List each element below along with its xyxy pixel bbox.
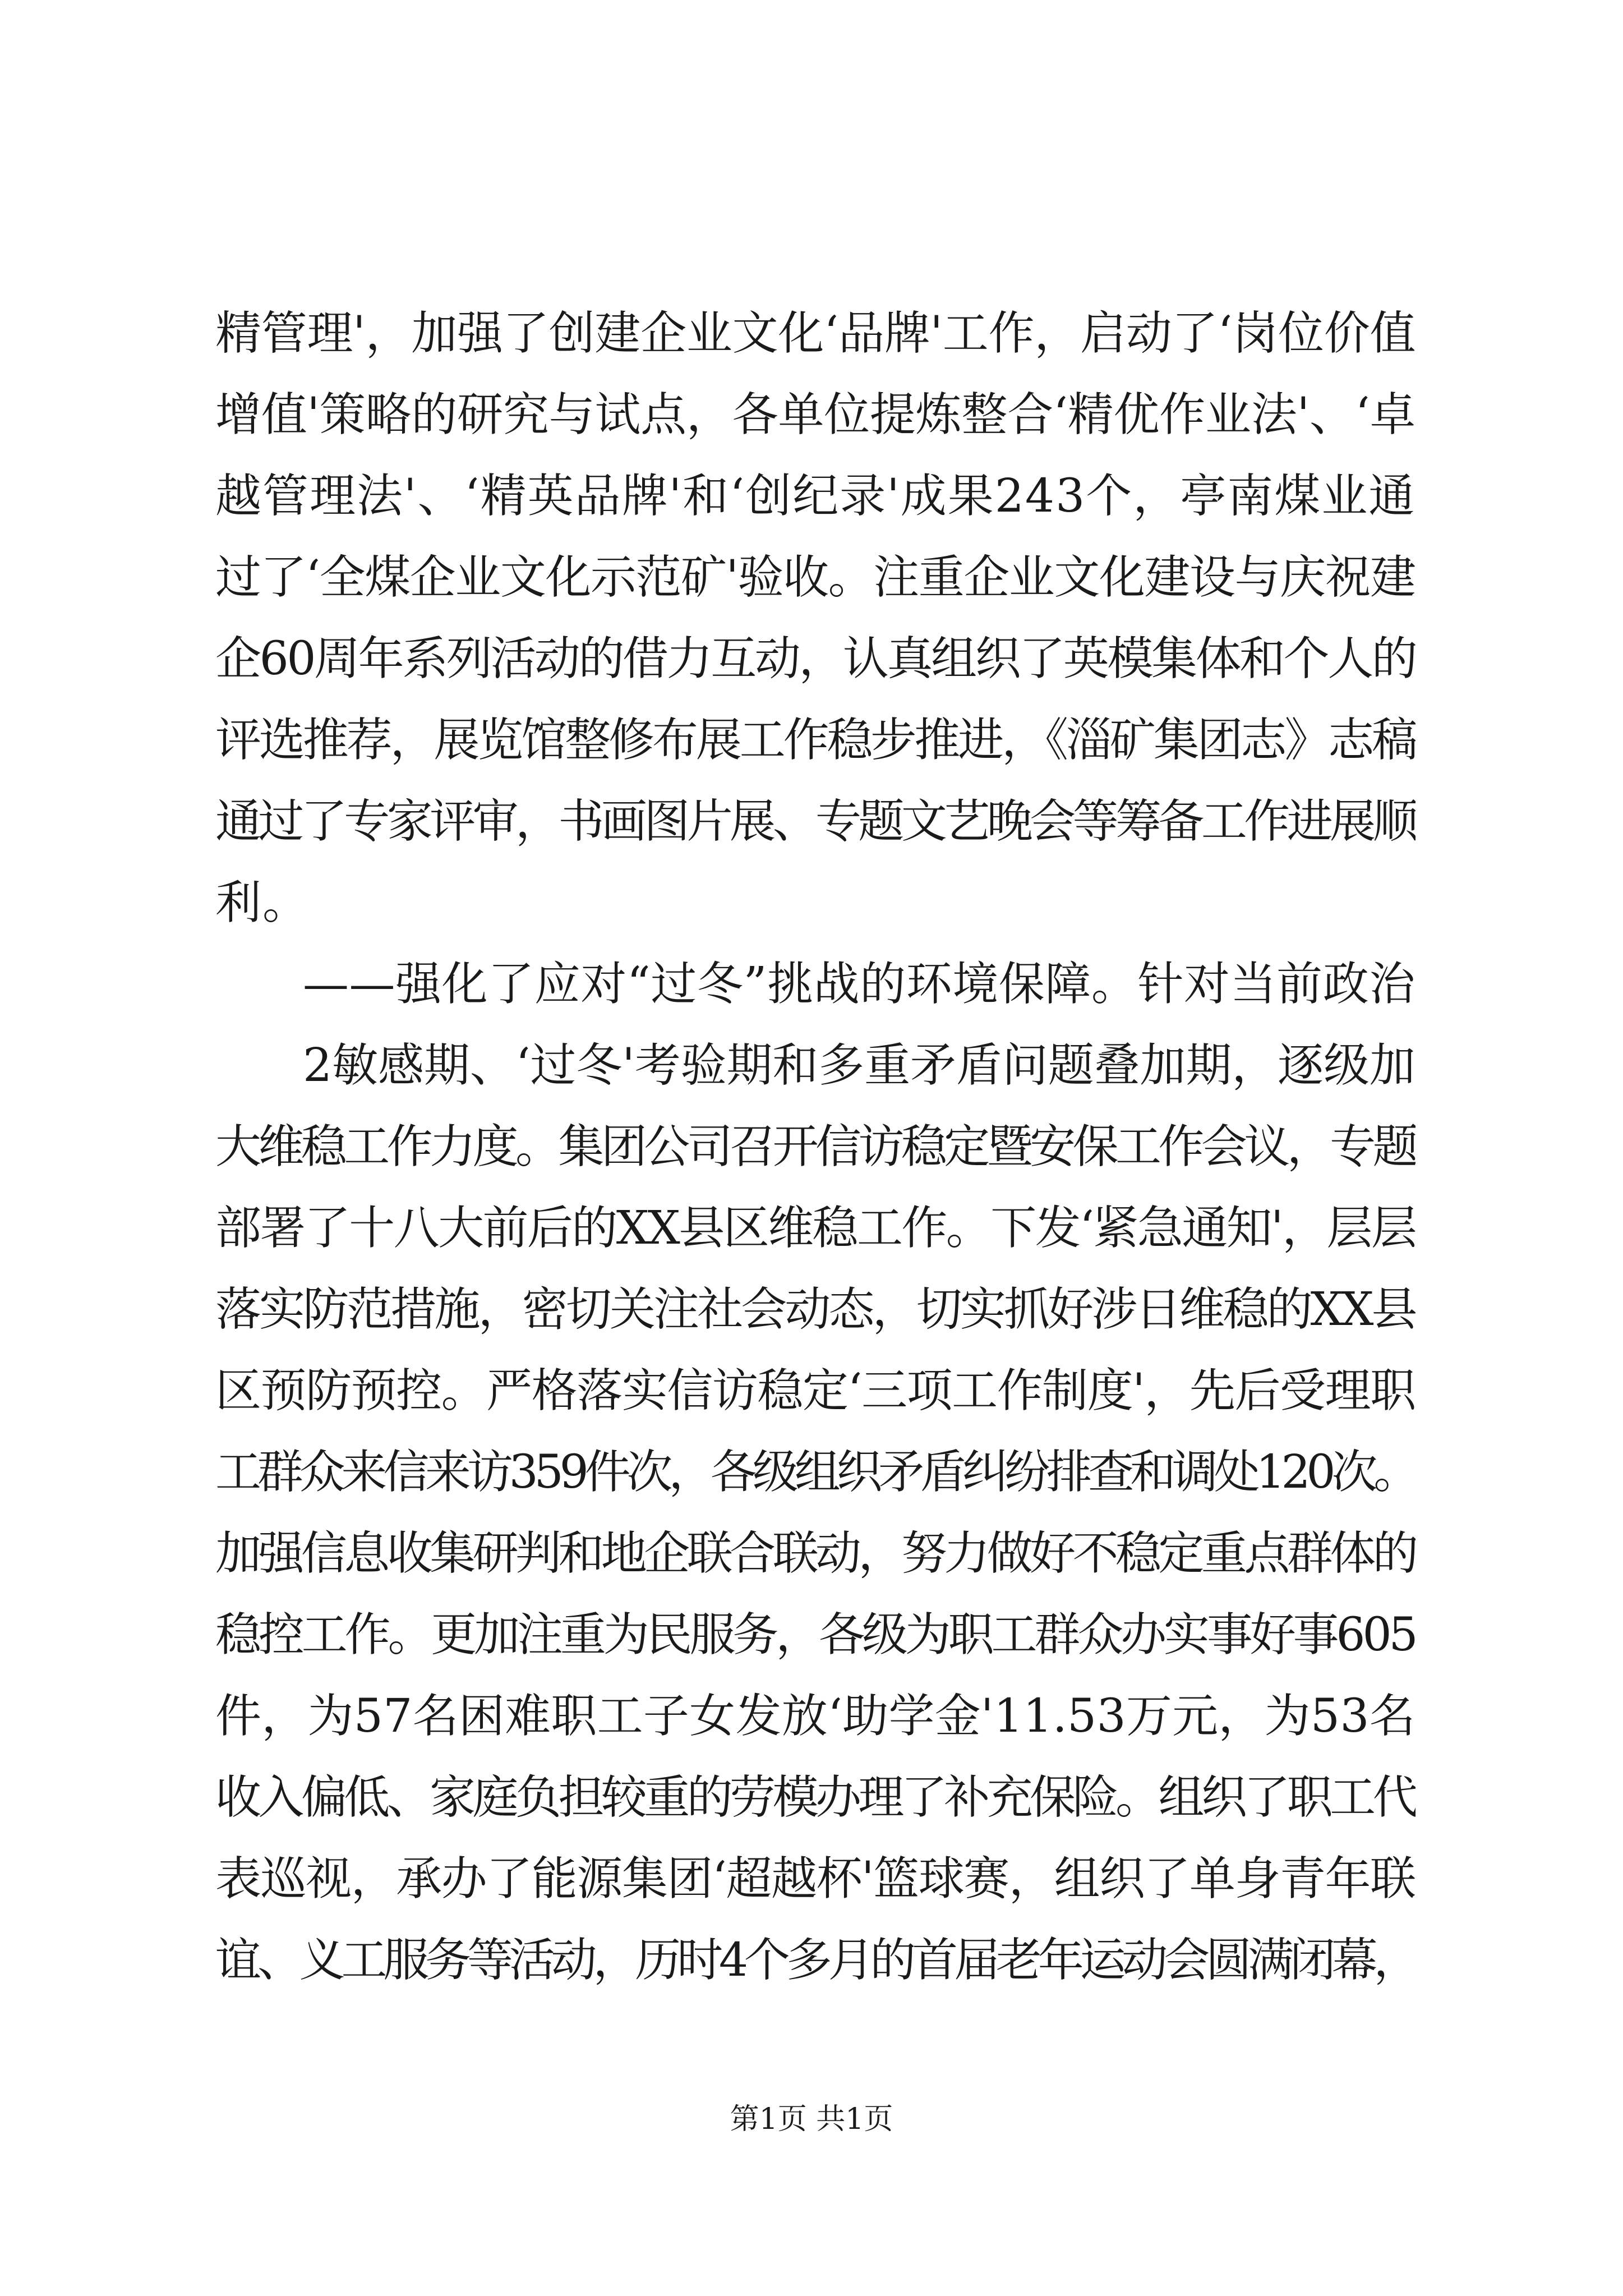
- text-line-2: 增值'策略的研究与试点，各单位提炼整合‘精优作业法'、‘卓: [215, 388, 1415, 441]
- text-line-17: 稳控工作。更加注重为民服务，各级为职工群众办实事好事605: [215, 1608, 1415, 1662]
- text-line-15: 工群众来信来访359件次，各级组织矛盾纠纷排查和调处120次。: [215, 1446, 1415, 1499]
- text-line-20: 表巡视，承办了能源集团‘超越杯'篮球赛，组织了单身青年联: [215, 1852, 1415, 1906]
- text-line-13: 落实防范措施，密切关注社会动态，切实抓好涉日维稳的XX县: [215, 1283, 1415, 1336]
- text-line-18: 件，为57名困难职工子女发放‘助学金'11.53万元，为53名: [215, 1690, 1415, 1743]
- text-line-14: 区预防预控。严格落实信访稳定‘三项工作制度'，先后受理职: [215, 1364, 1415, 1418]
- text-line-7: 通过了专家评审，书画图片展、专题文艺晚会等筹备工作进展顺: [215, 795, 1415, 848]
- text-line-8: 利。: [215, 876, 310, 930]
- text-line-4: 过了‘全煤企业文化示范矿'验收。注重企业文化建设与庆祝建: [215, 551, 1415, 604]
- text-line-1: 精管理'，加强了创建企业文化‘品牌'工作，启动了‘岗位价值: [215, 307, 1415, 360]
- text-line-3: 越管理法'、‘精英品牌'和‘创纪录'成果243个，亭南煤业通: [215, 470, 1415, 523]
- text-line-11: 大维稳工作力度。集团公司召开信访稳定暨安保工作会议，专题: [215, 1120, 1415, 1174]
- text-line-5: 企60周年系列活动的借力互动，认真组织了英模集体和个人的: [215, 632, 1415, 685]
- text-line-10: 2敏感期、‘过冬'考验期和多重矛盾问题叠加期，逐级加: [303, 1039, 1415, 1092]
- page-footer: 第1页 共1页: [730, 2102, 893, 2136]
- text-line-21: 谊、义工服务等活动，历时4个多月的首届老年运动会圆满闭幕，: [215, 1934, 1415, 1987]
- text-line-12: 部署了十八大前后的XX县区维稳工作。下发‘紧急通知'，层层: [215, 1202, 1415, 1255]
- text-line-19: 收入偏低、家庭负担较重的劳模办理了补充保险。组织了职工代: [215, 1771, 1415, 1824]
- text-line-16: 加强信息收集研判和地企联合联动，努力做好不稳定重点群体的: [215, 1527, 1415, 1580]
- text-line-9: ——强化了应对“过冬”挑战的环境保障。针对当前政治: [303, 958, 1415, 1011]
- text-line-6: 评选推荐，展览馆整修布展工作稳步推进，《淄矿集团志》志稿: [215, 714, 1415, 767]
